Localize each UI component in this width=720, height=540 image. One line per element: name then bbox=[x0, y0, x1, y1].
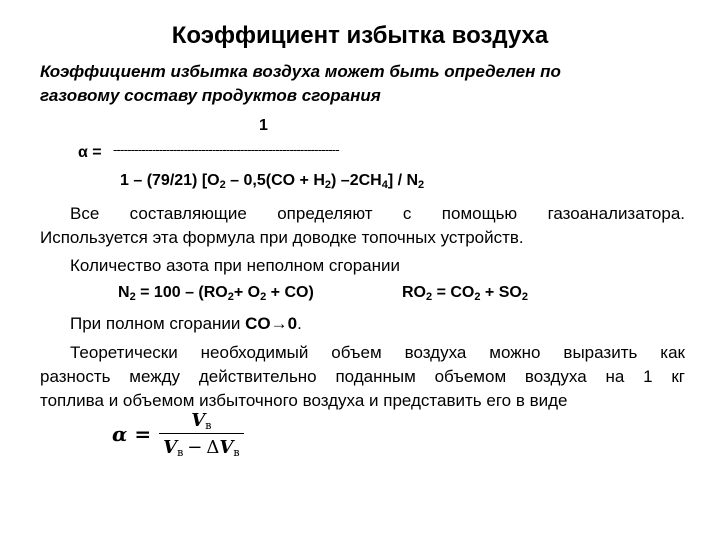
ro2-equation: $RO_2 = CO_2 + SO_2$ bbox=[402, 284, 528, 303]
paragraph-line: Используется эта формула при доводке топочных устройств. bbox=[40, 228, 524, 247]
intro-line-1: Коэффициент избытка воздуха может быть определен по bbox=[40, 62, 561, 81]
paragraph-line: Теоретически необходимый объем воздуха можно выразить как bbox=[70, 343, 685, 362]
formula1-numerator: 1 bbox=[259, 117, 268, 134]
formula2 bbox=[112, 410, 244, 458]
formula2-denominator: $V_в - \Delta V_в$ bbox=[163, 437, 240, 459]
formula1-denominator: 1 – (79/21) [$O_2 - 0,5(CO + H_2)$ $-2CH_4] / N_2$ bbox=[120, 172, 425, 191]
paragraph-gas-analyzer bbox=[40, 202, 685, 250]
formula1-lhs: α = bbox=[78, 144, 102, 161]
page-title: Коэффициент избытка воздуха bbox=[171, 22, 549, 49]
formula2-numerator: $V_в$ bbox=[191, 410, 212, 432]
paragraph-nitrogen: Количество азота при неполном сгорании bbox=[70, 256, 400, 275]
formula1-fraction-bar: ---------------------------------------------------------------- bbox=[113, 142, 339, 157]
intro-line-2: газовому составу продуктов сгорания bbox=[40, 86, 381, 105]
paragraph-line: топлива и объемом избыточного воздуха и представить его в виде bbox=[40, 391, 568, 410]
paragraph-complete-combustion: При полном сгорании CO→0. bbox=[70, 314, 302, 333]
formula2-fraction bbox=[159, 410, 243, 458]
paragraph-line: Все составляющие определяют с помощью газоанализатора. bbox=[70, 204, 685, 223]
nitrogen-equation: $N_2 = 100 - (RO_2+ O_2 + CO)$ bbox=[118, 284, 314, 303]
formula2-lhs: α = bbox=[112, 422, 152, 446]
paragraph-line: разность между действительно поданным объемом воздуха на 1 кг bbox=[40, 367, 685, 386]
paragraph-theoretical-air bbox=[40, 341, 685, 413]
intro-paragraph bbox=[40, 60, 561, 108]
co-zero: CO→0 bbox=[245, 314, 298, 333]
